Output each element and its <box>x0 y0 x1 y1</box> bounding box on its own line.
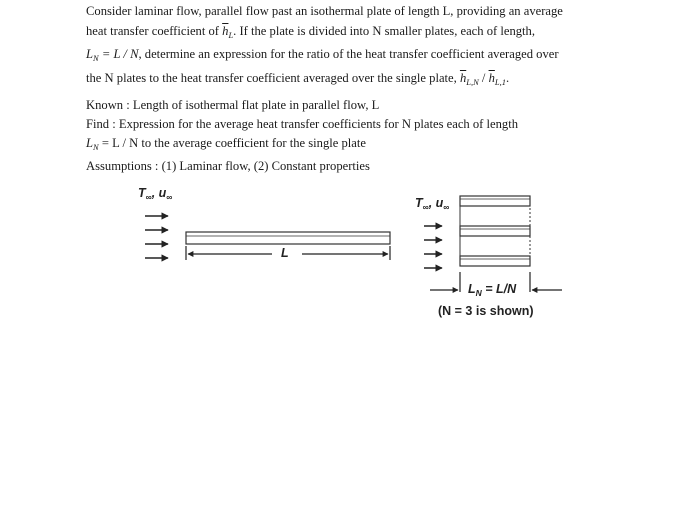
h-sub-L1: L,1 <box>494 76 506 87</box>
segment-plate-1 <box>460 196 530 206</box>
problem-text-5: the N plates to the heat transfer coefficient averaged over the single plate, <box>86 70 457 85</box>
problem-line-3 <box>86 45 626 69</box>
find-cont-text: = L / N to the average coefficient for the single plate <box>101 136 366 150</box>
left-flow-arrows <box>145 216 168 258</box>
problem-text-2: heat transfer coefficient of <box>86 23 219 38</box>
right-free-stream-label: $T_\infty$, $u_\infty$ <box>415 196 450 212</box>
plate-length-label: L <box>281 246 289 260</box>
h-bar-L1-symbol: $\overline{h}$ <box>488 70 495 85</box>
problem-text-4: , determine an expression for the ratio of the heat transfer coefficient averaged over <box>138 47 559 61</box>
problem-statement <box>86 2 626 92</box>
find-line-continued <box>86 134 626 157</box>
find-line: Find : Expression for the average heat transfer coefficients for N plates each of length <box>86 117 518 131</box>
LN-symbol: L <box>86 47 94 61</box>
segment-length-label: $L_N = L/N$ <box>468 282 517 298</box>
h-bar-LN-symbol: $\overline{h}$ <box>459 70 467 85</box>
single-plate <box>186 232 390 244</box>
problem-line-4: the N plates to the heat transfer coefficient averaged over the single plate, $\overline{h}_{L,N} / \overline{h}_{L,1}$. <box>86 70 510 87</box>
h-sub-L: L <box>228 29 234 40</box>
plate-diagram-svg <box>0 180 700 340</box>
problem-text-3: . If the plate is divided into N smaller plates, each of length, <box>233 23 535 38</box>
h-sub-LN: L,N <box>466 76 479 87</box>
find-LN-symbol: L <box>86 136 94 150</box>
right-flow-arrows <box>424 210 442 268</box>
known-line: Known : Length of isothermal flat plate in parallel flow, L <box>86 98 380 112</box>
problem-text-1: Consider laminar flow, parallel flow past an isothermal plate of length L, providing an average <box>86 4 563 18</box>
segment-plate-3 <box>460 256 530 266</box>
find-LN-sub: N <box>93 142 99 152</box>
segmented-plates <box>460 196 530 266</box>
plate-diagram <box>0 180 700 340</box>
n-shown-note: (N = 3 is shown) <box>438 304 534 318</box>
segment-plate-2 <box>460 226 530 236</box>
LN-sub: N <box>93 53 99 63</box>
solution-summary <box>86 96 626 176</box>
assumptions-line: Assumptions : (1) Laminar flow, (2) Constant properties <box>86 159 370 173</box>
single-plate-body <box>186 232 390 244</box>
problem-line-1 <box>86 2 626 22</box>
h-bar-L-symbol: $\overline{h}$ <box>222 23 229 38</box>
problem-line-2 <box>86 22 626 46</box>
LN-rhs: = L / N <box>101 47 139 61</box>
left-free-stream-label: $T_\infty$, $u_\infty$ <box>138 186 173 202</box>
